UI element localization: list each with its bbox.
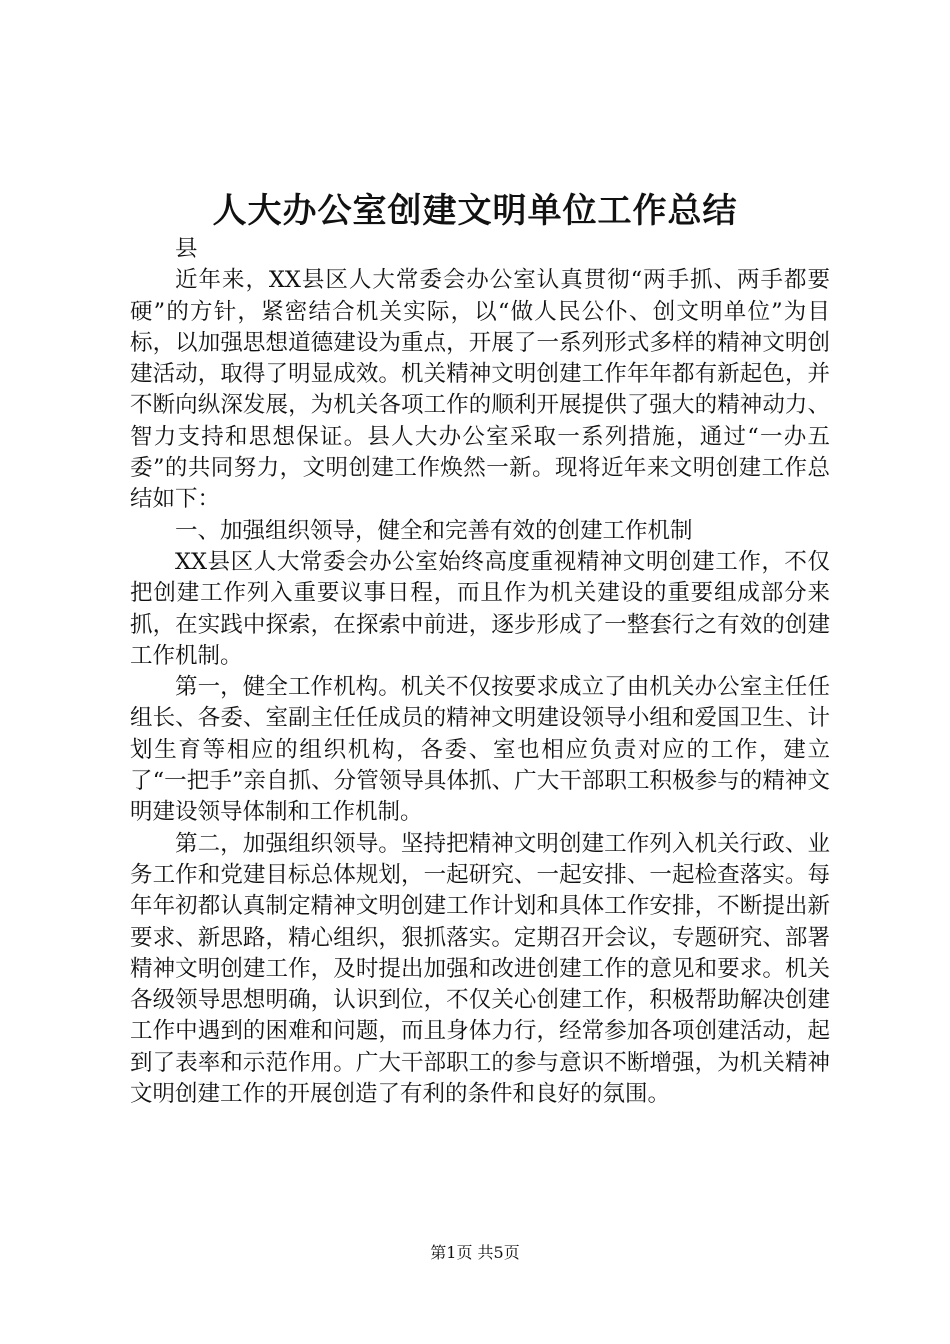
page-footer: 第1页 共5页 <box>430 1243 520 1262</box>
paragraph-mechanism: XX县区人大常委会办公室始终高度重视精神文明创建工作，不仅把创建工作列入重要议事日程，而且作为机关建设的重要组成部分来抓，在实践中探索，在探索中前进，逐步形成了一整套行之有效的创建工作机制。 <box>130 548 830 669</box>
paragraph-second: 第二，加强组织领导。坚持把精神文明创建工作列入机关行政、业务工作和党建目标总体规划，一起研究、一起安排、一起检查落实。每年年初都认真制定精神文明创建工作计划和具体工作安排，不断提出新要求、新思路，精心组织，狠抓落实。定期召开会议，专题研究、部署精神文明创建工作，及时提出加强和改进创建工作的意见和要求。机关各级领导思想明确，认识到位，不仅关心创建工作，积极帮助解决创建工作中遇到的困难和问题，而且身体力行，经常参加各项创建活动，起到了表率和示范作用。广大干部职工的参与意识不断增强，为机关精神文明创建工作的开展创造了有利的条件和良好的氛围。 <box>130 830 830 1108</box>
paragraph-county: 县 <box>175 236 198 262</box>
document-title: 人大办公室创建文明单位工作总结 <box>212 191 738 231</box>
paragraph-first: 第一，健全工作机构。机关不仅按要求成立了由机关办公室主任任组长、各委、室副主任任成员的精神文明建设领导小组和爱国卫生、计划生育等相应的组织机构，各委、室也相应负责对应的工作，建立了“一把手”亲自抓、分管领导具体抓、广大干部职工积极参与的精神文明建设领导体制和工作机制。 <box>130 674 830 826</box>
document-body <box>130 234 830 1110</box>
section-heading-1: 一、加强组织领导，健全和完善有效的创建工作机制 <box>175 517 693 544</box>
paragraph-intro: 近年来，XX县区人大常委会办公室认真贯彻“两手抓、两手都要硬”的方针，紧密结合机关实际，以“做人民公仆、创文明单位”为目标，以加强思想道德建设为重点，开展了一系列形式多样的精神文明创建活动，取得了明显成效。机关精神文明创建工作年年都有新起色，并不断向纵深发展，为机关各项工作的顺利开展提供了强大的精神动力、智力支持和思想保证。县人大办公室采取一系列措施，通过“一办五委”的共同努力，文明创建工作焕然一新。现将近年来文明创建工作总结如下： <box>130 267 830 513</box>
